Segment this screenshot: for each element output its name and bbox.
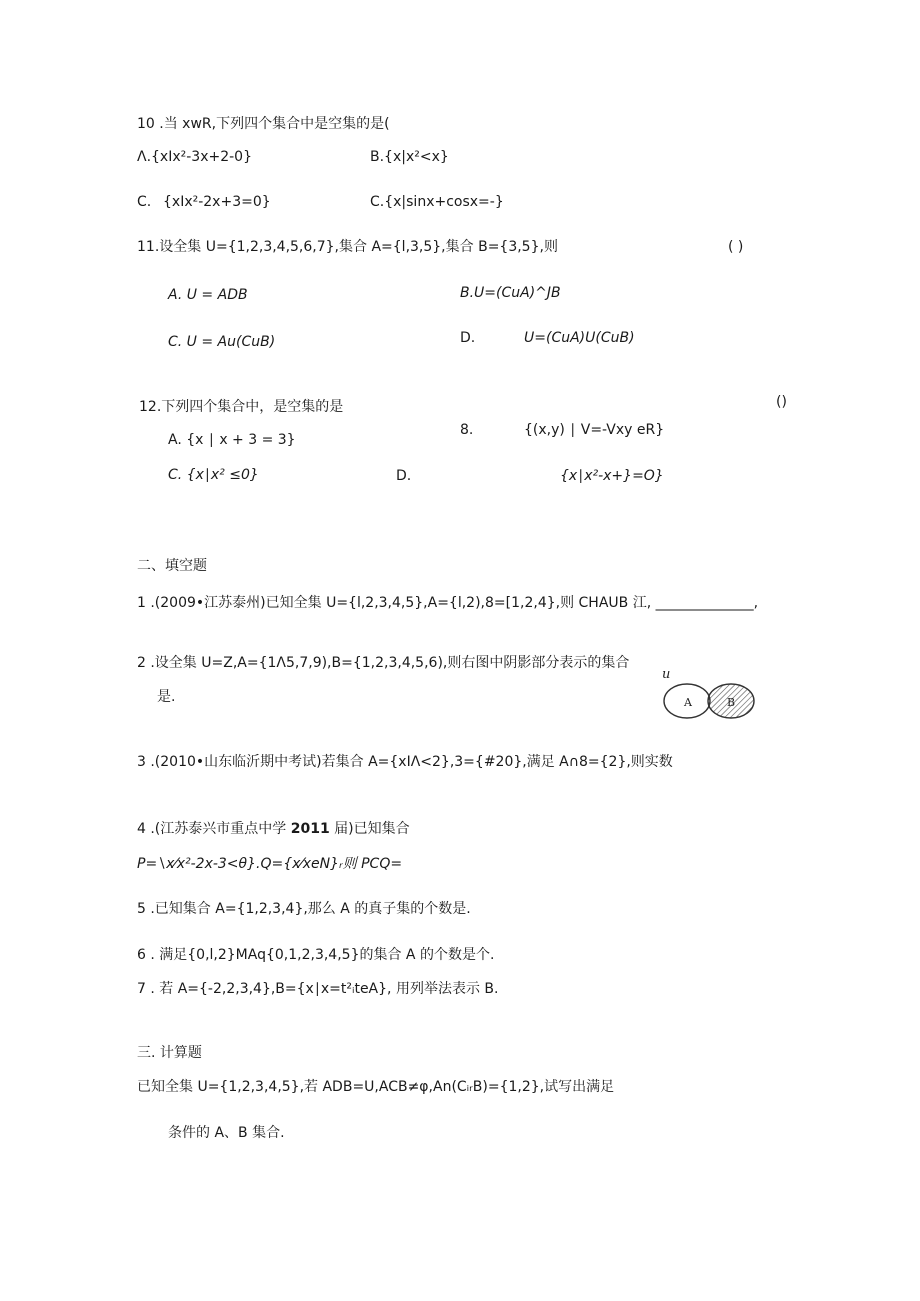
venn-diagram: [660, 663, 760, 723]
q12-option-d: {x∣x²-x+}=O}: [560, 468, 664, 484]
q10-option-b: B.{x|x²<x}: [370, 149, 449, 165]
q10-option-c-label: C.: [137, 194, 152, 210]
fill-item-7: 7 . 若 A={-2,2,3,4},B={x∣x=t²ᵢteA}, 用列举法表示 B.: [137, 981, 499, 997]
q11-option-a: A. U = ADB: [168, 287, 248, 303]
q11-option-b: B.U=(CuA)^JB: [460, 285, 561, 301]
q12-option-b: {(x,y) ∣ V=-Vxy eR}: [524, 422, 665, 438]
q11-option-c: C. U = Au(CuB): [168, 334, 276, 350]
q10-option-a: Λ.{xIx²-3x+2-0}: [137, 149, 252, 165]
q11-option-d: U=(CuA)U(CuB): [524, 330, 635, 346]
q12-answer-bracket: (): [776, 394, 787, 410]
fill-item-4-line1-post: 届)已知集合: [329, 821, 410, 837]
fill-item-6: 6 . 满足{0,l,2}MAq{0,1,2,3,4,5}的集合 A 的个数是个.: [137, 947, 495, 963]
venn-set-b-label: B: [727, 696, 736, 709]
q11-option-d-label: D.: [460, 330, 476, 346]
section2-title: 二、填空题: [137, 558, 207, 574]
q11-stem: 11.设全集 U={1,2,3,4,5,6,7},集合 A={l,3,5},集合 B={3,5},则: [137, 239, 558, 255]
fill-item-5: 5 .已知集合 A={1,2,3,4},那么 A 的真子集的个数是.: [137, 901, 471, 917]
fill-item-2-line1: 2 .设全集 U=Z,A={1Λ5,7,9),B={1,2,3,4,5,6),则右图中阴影部分表示的集合: [137, 655, 630, 671]
q10-option-d: C.{x|sinx+cosx=-}: [370, 194, 504, 210]
compute-question-line1: 已知全集 U={1,2,3,4,5},若 ADB=U,ACB≠φ,An(CᵢᵣB)={1,2},试写出满足: [137, 1079, 615, 1095]
fill-item-4-line1: [137, 820, 410, 838]
fill-item-4-year: 2011: [290, 821, 330, 837]
compute-question-line2: 条件的 A、B 集合.: [168, 1125, 285, 1141]
q10-stem: 10 .当 xwR,下列四个集合中是空集的是(: [137, 116, 390, 132]
fill-item-4-line2: P=∖x⁄x²-2x-3<θ}.Q={x⁄xeN}ᵣ则 PCQ=: [137, 856, 403, 872]
fill-item-3: 3 .(2010•山东临沂期中考试)若集合 A={xIΛ<2},3={#20},满足 A∩8={2},则实数: [137, 754, 673, 770]
q12-option-c: C. {x∣x² ≤0}: [168, 467, 259, 483]
q12-option-d-label: D.: [396, 468, 412, 484]
venn-set-a-label: A: [684, 696, 692, 709]
q11-answer-bracket: ( ): [728, 239, 744, 255]
q10-option-c: {xIx²-2x+3=0}: [163, 194, 271, 210]
q12-stem: 12.下列四个集合中，是空集的是: [139, 399, 344, 415]
fill-item-2-line2: 是.: [157, 689, 176, 705]
fill-item-1: 1 .(2009•江苏泰州)已知全集 U={l,2,3,4,5},A={l,2),8=[1,2,4},则 CHAUB 江, ______________,: [137, 595, 759, 611]
section3-title: 三. 计算题: [137, 1045, 202, 1061]
venn-universe-label: u: [662, 667, 671, 682]
q12-option-a: A. {x ∣ x + 3 = 3}: [168, 432, 296, 448]
q12-option-b-label: 8.: [460, 422, 474, 438]
fill-item-4-line1-pre: 4 .(江苏泰兴市重点中学: [137, 821, 291, 837]
